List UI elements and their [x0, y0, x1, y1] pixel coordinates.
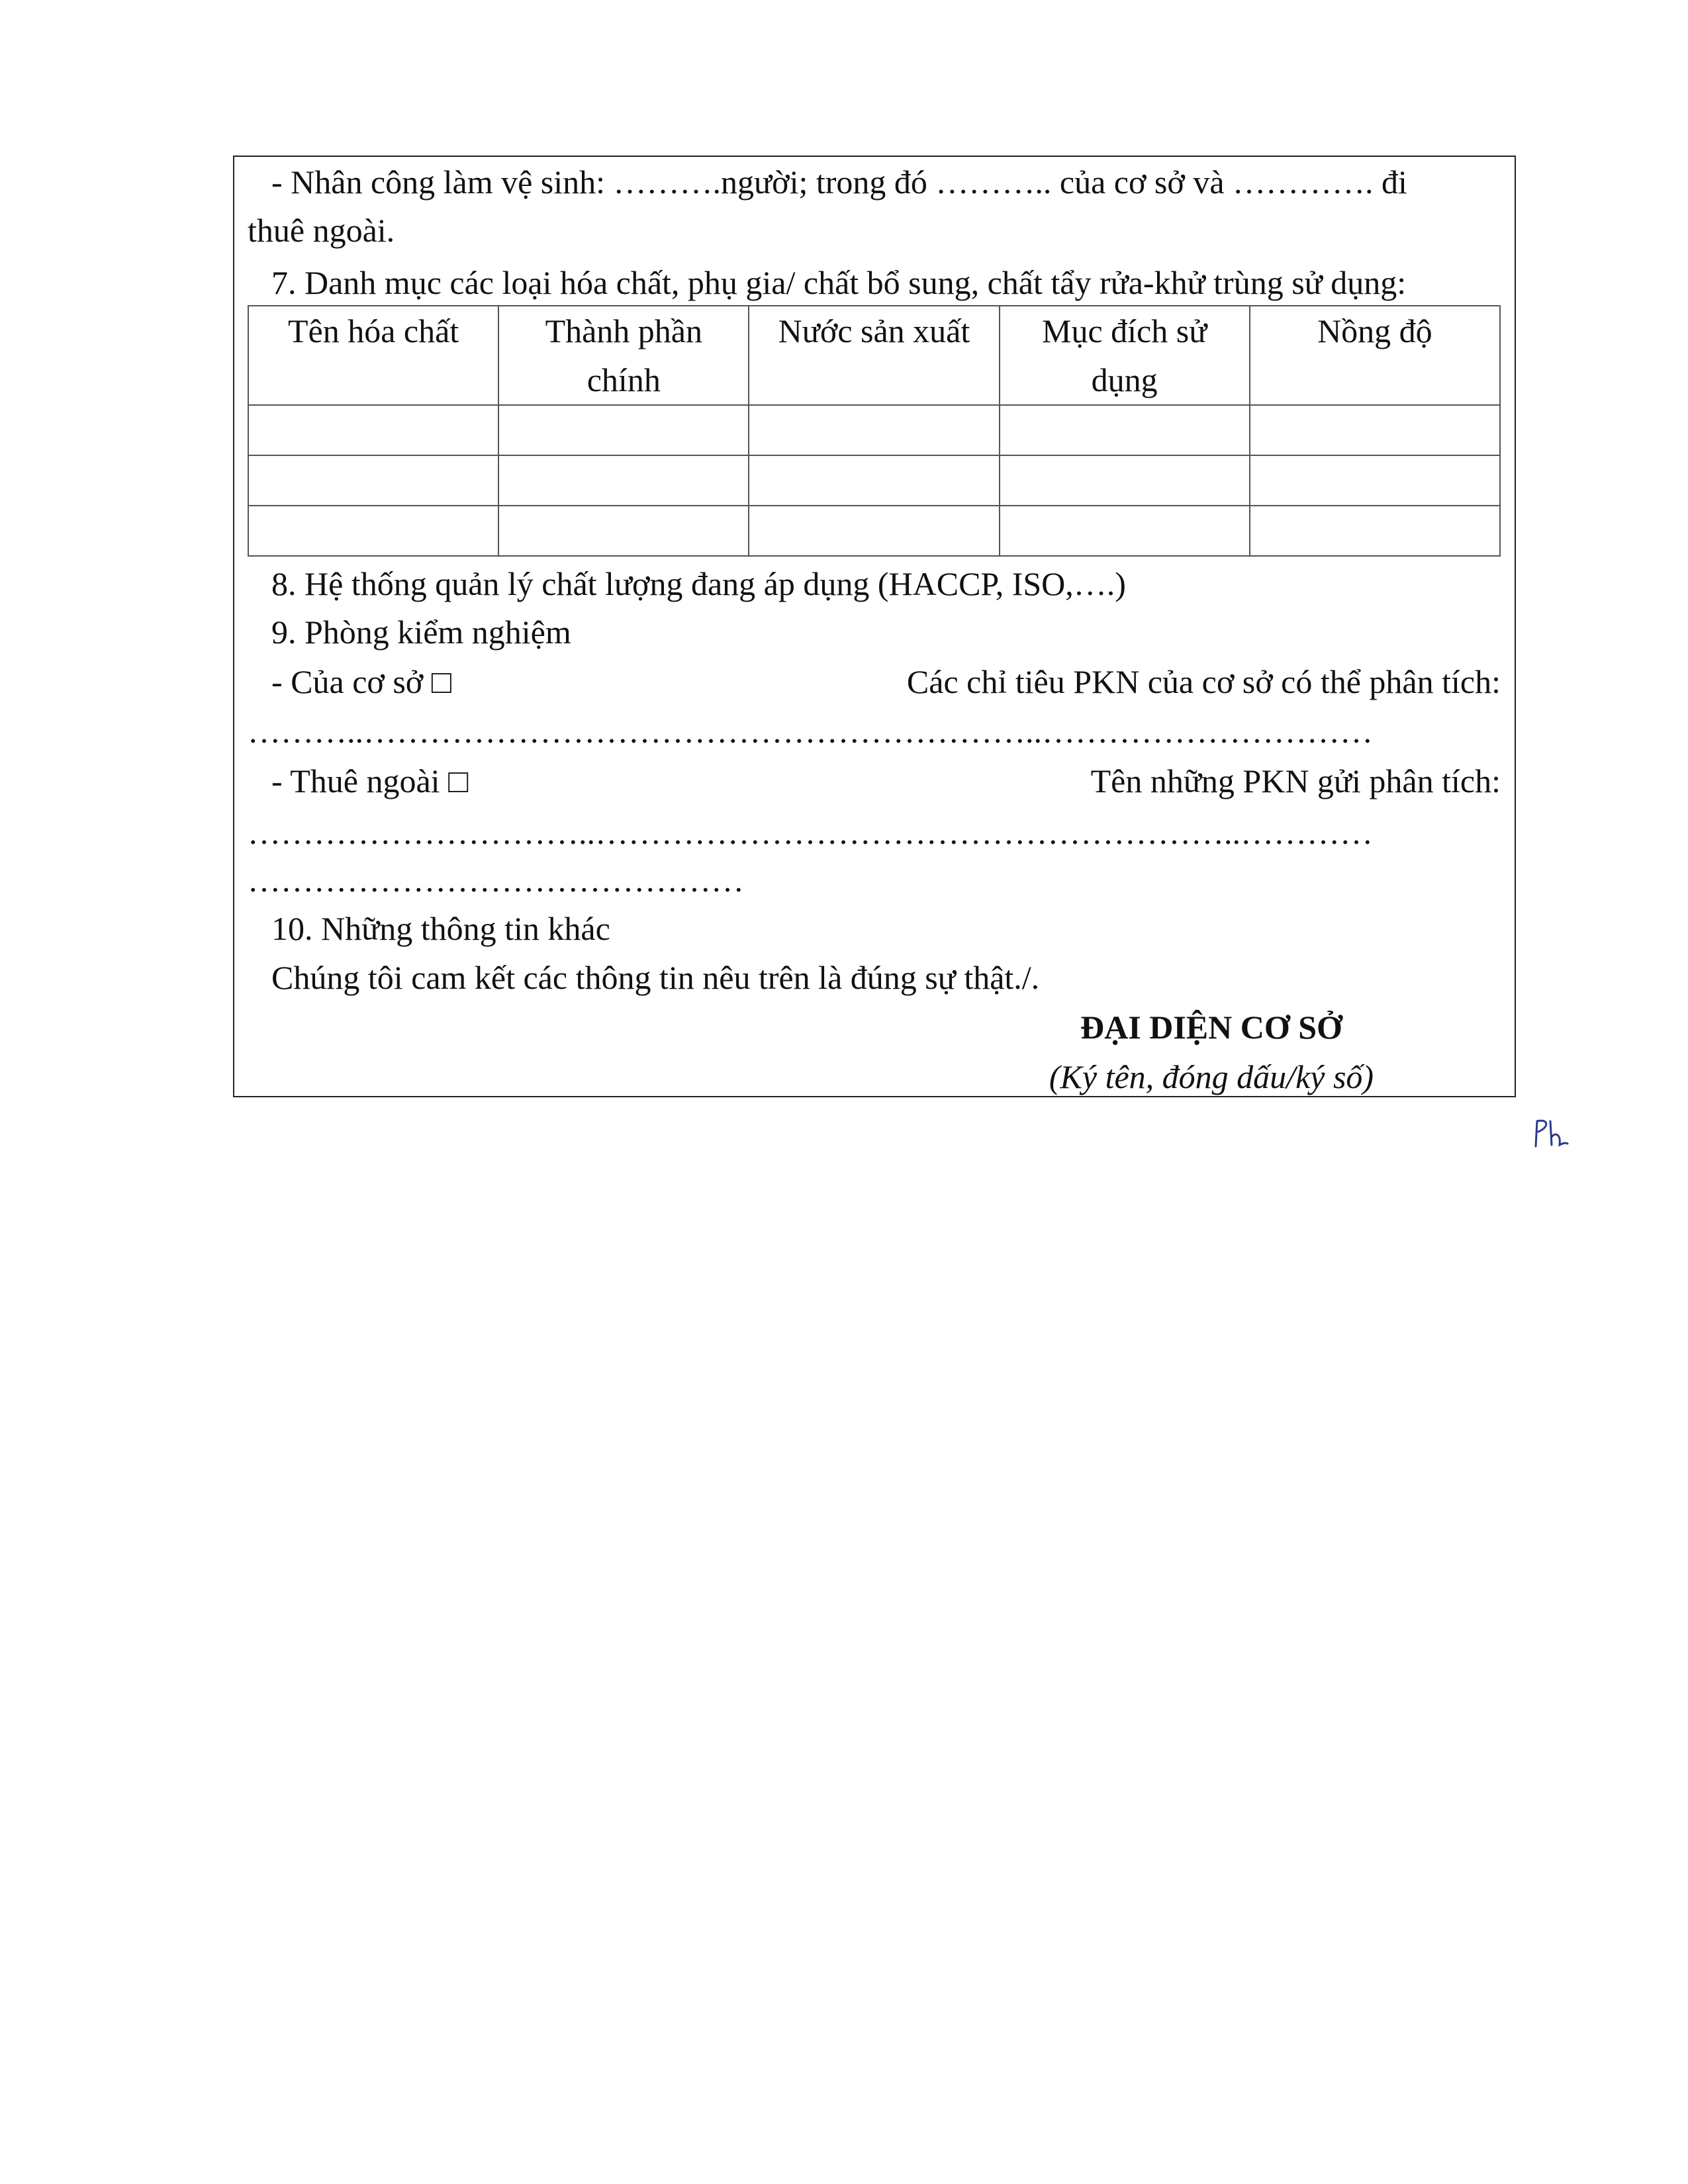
item-8-heading: 8. Hệ thống quản lý chất lượng đang áp dụng (HACCP, ISO,….) [271, 565, 1126, 602]
outsourced-lab-dots-2: ……………………………………… [248, 862, 744, 899]
header-chemical-name: Tên hóa chất [248, 306, 498, 405]
table-cell[interactable] [248, 455, 498, 506]
table-header-row [248, 306, 1500, 405]
outsourced-lab-names-label: Tên những PKN gửi phân tích: [1090, 762, 1501, 799]
table-cell[interactable] [498, 455, 749, 506]
labor-text: - Nhân công làm vệ sinh: ……….người; trong đó ……….. của cơ sở và …………. đi [271, 163, 1407, 201]
table-cell[interactable] [1000, 455, 1250, 506]
table-cell[interactable] [1250, 506, 1500, 556]
header-main-component: Thành phần chính [498, 306, 749, 405]
table-row [248, 506, 1500, 556]
table-row [248, 455, 1500, 506]
own-lab-dots: ………..……………………………………………………..………………………… [248, 713, 1373, 750]
outsourced-lab-label: - Thuê ngoài □ [271, 762, 469, 799]
table-cell[interactable] [1000, 405, 1250, 455]
table-cell[interactable] [248, 506, 498, 556]
outsourced-lab-row [271, 761, 1501, 801]
table-cell[interactable] [1250, 455, 1500, 506]
table-cell[interactable] [248, 405, 498, 455]
table-row [248, 405, 1500, 455]
item-9-heading: 9. Phòng kiểm nghiệm [271, 614, 571, 651]
header-purpose: Mục đích sử dụng [1000, 306, 1250, 405]
table-cell[interactable] [1250, 405, 1500, 455]
own-lab-label: - Của cơ sở □ [271, 663, 451, 700]
table-cell[interactable] [498, 405, 749, 455]
chemicals-table [248, 305, 1501, 557]
table-cell[interactable] [749, 506, 999, 556]
table-cell[interactable] [1000, 506, 1250, 556]
labor-line [248, 162, 1501, 202]
signature-note: (Ký tên, đóng dấu/ký số) [1049, 1058, 1374, 1095]
header-concentration: Nồng độ [1250, 306, 1500, 405]
own-lab-row [271, 662, 1501, 702]
table-cell[interactable] [749, 405, 999, 455]
signature-title: ĐẠI DIỆN CƠ SỞ [1080, 1009, 1342, 1046]
header-country: Nước sản xuất [749, 306, 999, 405]
item-10-heading: 10. Những thông tin khác [271, 910, 610, 947]
labor-line-cont: thuê ngoài. [248, 212, 395, 249]
commitment-text: Chúng tôi cam kết các thông tin nêu trên là đúng sự thật./. [271, 959, 1040, 996]
table-cell[interactable] [749, 455, 999, 506]
item-7-heading: 7. Danh mục các loại hóa chất, phụ gia/ chất bổ sung, chất tẩy rửa-khử trùng sử dụng: [271, 264, 1407, 301]
handwritten-initials-mark [1530, 1117, 1570, 1150]
table-cell[interactable] [498, 506, 749, 556]
outsourced-lab-dots-1: …………………………..…………………………………………………..………… [248, 814, 1373, 851]
own-lab-indicators-label: Các chỉ tiêu PKN của cơ sở có thể phân tích: [906, 663, 1501, 700]
